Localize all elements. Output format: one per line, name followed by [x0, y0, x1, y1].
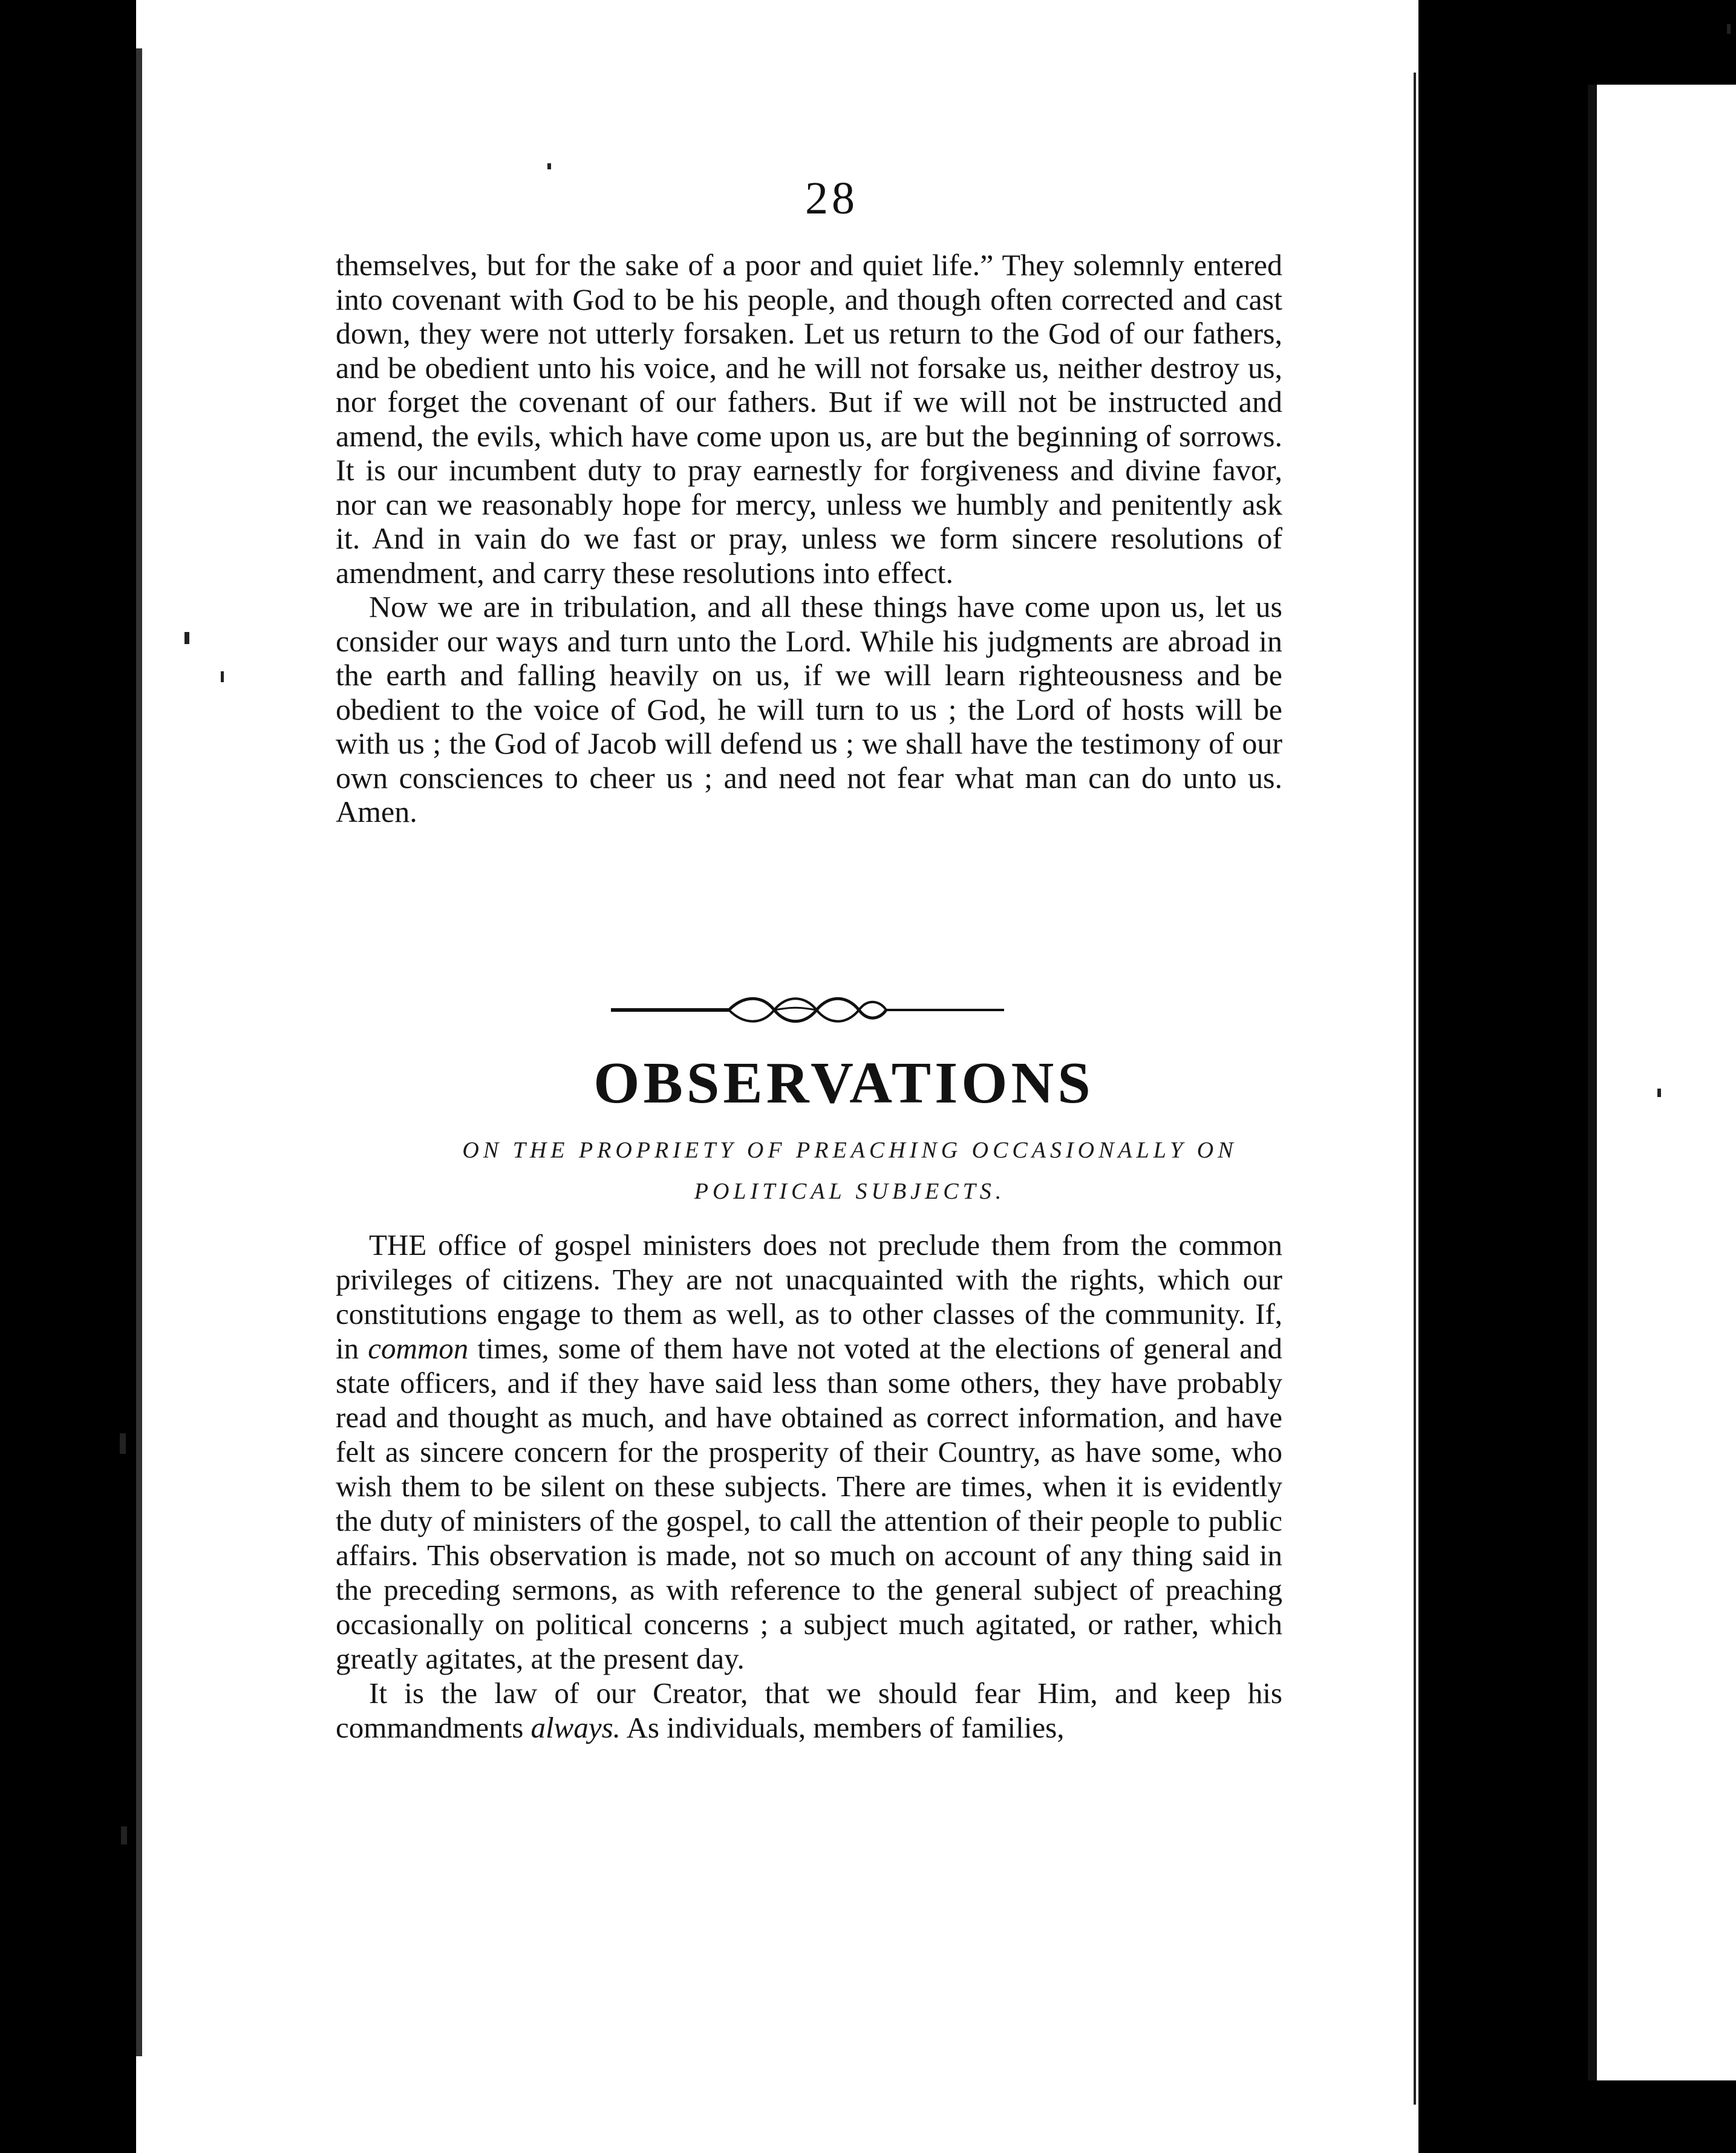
scan-speck	[184, 632, 189, 644]
section-subheading: POLITICAL SUBJECTS.	[694, 1179, 1006, 1204]
page-number: 28	[805, 173, 858, 224]
scan-speck	[1727, 24, 1731, 34]
scan-speck	[121, 1826, 127, 1845]
body-paragraph: themselves, but for the sake of a poor and quiet life.” They solemnly entered into covenant with God to be his people, and though often corrected and cast down, they were not utterly forsaken. Let us return to the God of our fathers, and be obedient unto his voice, and he will not forsake us, neither destroy us, nor forget the covenant of our fathers. But if we will not be instructed and amend, the evils, which have come upon us, are but the beginning of sorrows. It is our incumbent duty to pray earnestly for forgiveness and divine favor, nor can we reasonably hope for mercy, unless we humbly and penitently ask it. And in vain do we fast or pray, unless we form sincere resolutions of amendment, and carry these resolutions into effect.	[336, 248, 1282, 590]
body-paragraph	[336, 1676, 1282, 1745]
ornamental-divider	[611, 989, 1004, 1031]
body-paragraph: Now we are in tribulation, and all these things have come upon us, let us consider our ways and turn unto the Lord. While his judgments are abroad in the earth and falling heavily on us, if we will learn righteousness and be obedient to the voice of God, he will turn to us ; the Lord of hosts will be with us ; the God of Jacob will defend us ; we shall have the testimony of our own consciences to cheer us ; and need not fear what man can do unto us. Amen.	[336, 590, 1282, 829]
emphasis-text: common	[368, 1332, 469, 1365]
section-heading: OBSERVATIONS	[593, 1050, 1094, 1116]
scan-speck	[547, 163, 551, 169]
scan-speck	[221, 671, 224, 682]
scan-speck	[120, 1433, 126, 1454]
upper-text-block	[336, 248, 1282, 829]
section-subheading: ON THE PROPRIETY OF PREACHING OCCASIONALLY ON	[462, 1138, 1238, 1163]
paragraph-text: It is the law of our Creator, that we should fear Him, and keep his commandments	[336, 1676, 1282, 1744]
paragraph-text: times, some of them have not voted at the elections of general and state officers, and if they have said less than some others, they have probably read and thought as much, and have obtained as correct information, and have felt as sincere concern for the prosperity of their Country, as have some, who wish them to be silent on these subjects. There are times, when it is evidently the duty of ministers of the gospel, to call the attention of their people to public affairs. This observation is made, not so much on account of any thing said in the preceding sermons, as with reference to the general subject of preaching occasionally on political concerns ; a subject much agitated, or rather, which greatly agitates, at the present day.	[336, 1332, 1282, 1675]
emphasis-text: always.	[530, 1711, 621, 1744]
lower-text-block	[336, 1228, 1282, 1745]
body-paragraph	[336, 1228, 1282, 1676]
paragraph-text: As individuals, members of families,	[620, 1711, 1065, 1744]
paragraph-text: THE office of gospel ministers does not preclude them from the common privileges of citizens. They are not unacquainted with the rights, which our constitutions engage to them as well, as to other classes of the community. If, in	[336, 1228, 1282, 1365]
